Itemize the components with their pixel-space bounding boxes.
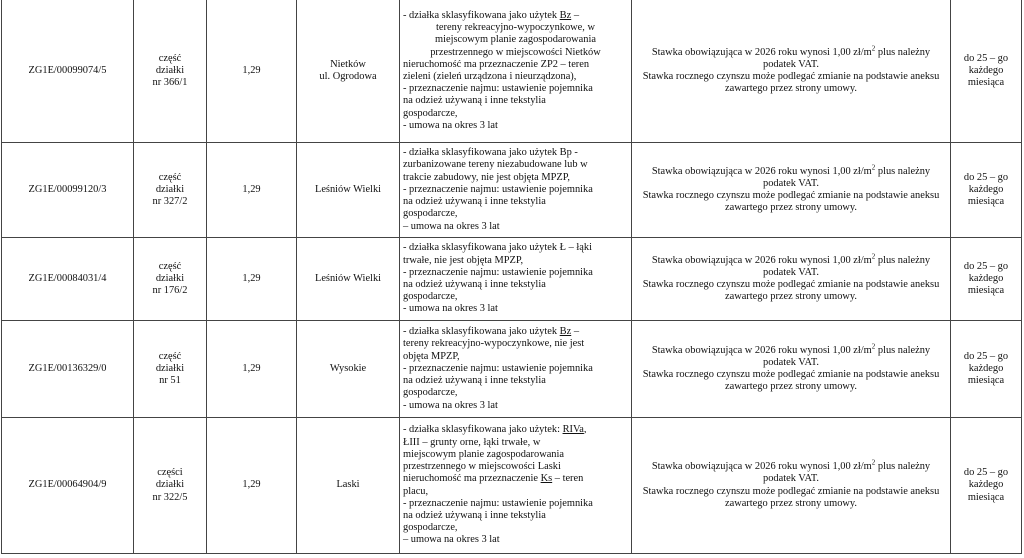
description-line: – umowa na okres 3 lat: [403, 534, 500, 546]
description-line: - umowa na okres 3 lat: [403, 303, 498, 315]
description-line: gospodarcze,: [403, 107, 458, 119]
land-register-number: ZG1E/00084031/4: [2, 238, 134, 321]
rate-text: Stawka obowiązująca w 2026 roku wynosi 1,00 $zł/m^2$ plus należny podatek VAT.: [651, 44, 931, 70]
plot-line: część: [158, 350, 182, 362]
due-line: każdego: [968, 272, 1004, 284]
table-row: [2, 321, 1022, 418]
rate-text: Stawka obowiązująca w 2026 roku wynosi 1,00 $zł/m^2$ plus należny podatek VAT.: [651, 252, 931, 278]
area-cell: 1,29: [207, 238, 297, 321]
location-cell: [297, 143, 400, 238]
due-line: każdego: [968, 479, 1004, 491]
description-line: placu,: [403, 485, 429, 497]
description-line: - działka sklasyfikowana jako użytek Bz –: [403, 9, 580, 21]
plot-line: część: [158, 52, 182, 64]
due-cell: [951, 238, 1022, 321]
description-line: tereny rekreacyjno-wypoczynkowe, w: [436, 22, 595, 34]
land-register-number: ZG1E/00136329/0: [2, 321, 134, 418]
plot-line: części: [157, 467, 183, 479]
due-cell: [951, 418, 1022, 554]
description-line: - przeznaczenie najmu: ustawienie pojemnika: [403, 183, 593, 195]
description-line: - działka sklasyfikowana jako użytek Ł – łąki: [403, 242, 592, 254]
rate-text: Stawka obowiązująca w 2026 roku wynosi 1,00 $zł/m^2$ plus należny podatek VAT.: [651, 342, 931, 368]
plot-cell: [134, 0, 207, 143]
description-cell: [400, 143, 632, 238]
description-line: na odzież używaną i inne tekstylia: [403, 95, 546, 107]
due-cell: [951, 321, 1022, 418]
table-row: [2, 0, 1022, 143]
description-line: gospodarcze,: [403, 208, 458, 220]
description-line: na odzież używaną i inne tekstylia: [403, 509, 546, 521]
description-line: na odzież używaną i inne tekstylia: [403, 196, 546, 208]
location-line: Leśniów Wielki: [314, 183, 382, 195]
plot-line: działki: [155, 272, 185, 284]
area-cell: 1,29: [207, 321, 297, 418]
rate-cell: [632, 418, 951, 554]
description-line: trwałe, nie jest objęta MPZP,: [403, 254, 524, 266]
plot-line: działki: [155, 479, 185, 491]
description-line: na odzież używaną i inne tekstylia: [403, 375, 546, 387]
location-line: Wysokie: [329, 362, 367, 374]
location-cell: [297, 238, 400, 321]
plot-line: nr 322/5: [152, 491, 188, 503]
description-line: przestrzennego w miejscowości Nietków: [430, 46, 601, 58]
area-cell: 1,29: [207, 418, 297, 554]
plot-line: nr 327/2: [152, 196, 188, 208]
plot-cell: [134, 238, 207, 321]
description-line: - działka sklasyfikowana jako użytek Bp -: [403, 147, 578, 159]
plot-cell: [134, 321, 207, 418]
table-row: [2, 418, 1022, 554]
location-line: Leśniów Wielki: [314, 272, 382, 284]
description-line: gospodarcze,: [403, 387, 458, 399]
description-cell: [400, 238, 632, 321]
rate-note: Stawka rocznego czynszu może podlegać zmianie na podstawie aneksu zawartego przez strony umowy.: [642, 190, 940, 214]
location-line: Laski: [336, 479, 360, 491]
table-row: [2, 238, 1022, 321]
due-line: do 25 – go: [963, 260, 1009, 272]
due-line: miesiąca: [967, 77, 1005, 89]
description-line: - przeznaczenie najmu: ustawienie pojemnika: [403, 362, 593, 374]
description-line: - umowa na okres 3 lat: [403, 119, 498, 131]
plot-cell: [134, 418, 207, 554]
due-line: miesiąca: [967, 285, 1005, 297]
description-line: zieleni (zieleń urządzona i nieurządzona),: [403, 71, 577, 82]
description-line: trakcie zabudowy, nie jest objęta MPZP,: [403, 171, 570, 183]
area-cell: 1,29: [207, 143, 297, 238]
rate-cell: [632, 143, 951, 238]
rate-text: Stawka obowiązująca w 2026 roku wynosi 1,00 $zł/m^2$ plus należny podatek VAT.: [651, 163, 931, 189]
due-line: miesiąca: [967, 196, 1005, 208]
description-cell: [400, 0, 632, 143]
location-cell: [297, 418, 400, 554]
due-line: każdego: [968, 64, 1004, 76]
rate-cell: [632, 321, 951, 418]
rate-text: Stawka obowiązująca w 2026 roku wynosi 1,00 $zł/m^2$ plus należny podatek VAT.: [651, 458, 931, 485]
plot-line: część: [158, 260, 182, 272]
rate-cell: [632, 0, 951, 143]
plot-line: nr 51: [159, 375, 181, 387]
location-cell: [297, 0, 400, 143]
due-line: do 25 – go: [963, 171, 1009, 183]
rate-note: Stawka rocznego czynszu może podlegać zmianie na podstawie aneksu zawartego przez strony umowy.: [642, 485, 940, 509]
due-line: miesiąca: [967, 491, 1005, 503]
description-line: gospodarcze,: [403, 291, 458, 303]
description-line: - przeznaczenie najmu: ustawienie pojemnika: [403, 83, 593, 95]
description-line: objęta MPZP,: [403, 350, 460, 362]
area-cell: 1,29: [207, 0, 297, 143]
description-line: nieruchomość ma przeznaczenie ZP2 – teren: [403, 58, 590, 70]
location-line: ul. Ogrodowa: [319, 71, 377, 82]
location-cell: [297, 321, 400, 418]
description-line: tereny rekreacyjno-wypoczynkowe, nie jest: [403, 338, 585, 350]
rate-note: Stawka rocznego czynszu może podlegać zmianie na podstawie aneksu zawartego przez strony umowy.: [642, 369, 940, 393]
description-line: – umowa na okres 3 lat: [403, 220, 500, 232]
plot-line: działki: [155, 64, 185, 76]
description-line: - umowa na okres 3 lat: [403, 399, 498, 411]
description-line: - działka sklasyfikowana jako użytek: RIVa,: [403, 424, 587, 436]
description-line: ŁIII – grunty orne, łąki trwałe, w: [403, 436, 541, 448]
rate-note: Stawka rocznego czynszu może podlegać zmianie na podstawie aneksu zawartego przez strony umowy.: [642, 71, 940, 95]
plot-cell: [134, 143, 207, 238]
description-line: - przeznaczenie najmu: ustawienie pojemnika: [403, 266, 593, 278]
plot-line: nr 366/1: [152, 77, 188, 89]
description-line: gospodarcze,: [403, 522, 458, 534]
due-line: miesiąca: [967, 375, 1005, 387]
description-line: miejscowym planie zagospodarowania: [434, 34, 596, 46]
due-cell: [951, 0, 1022, 143]
due-line: do 25 – go: [963, 52, 1009, 64]
description-cell: [400, 418, 632, 554]
due-line: do 25 – go: [963, 350, 1009, 362]
description-line: - przeznaczenie najmu: ustawienie pojemnika: [403, 497, 593, 509]
land-register-number: ZG1E/00099120/3: [2, 143, 134, 238]
plot-line: część: [158, 171, 182, 183]
due-line: do 25 – go: [963, 467, 1009, 479]
description-line: miejscowym planie zagospodarowania: [403, 448, 565, 460]
land-register-number: ZG1E/00064904/9: [2, 418, 134, 554]
rate-note: Stawka rocznego czynszu może podlegać zmianie na podstawie aneksu zawartego przez strony umowy.: [642, 279, 940, 303]
plot-line: nr 176/2: [152, 285, 188, 297]
due-line: każdego: [968, 183, 1004, 195]
due-cell: [951, 143, 1022, 238]
description-cell: [400, 321, 632, 418]
description-line: zurbanizowane tereny niezabudowane lub w: [403, 159, 588, 171]
description-line: przestrzennego w miejscowości Laski: [403, 461, 561, 473]
due-line: każdego: [968, 362, 1004, 374]
description-line: nieruchomość ma przeznaczenie Ks – teren: [403, 473, 584, 485]
plot-line: działki: [155, 362, 185, 374]
table-row: [2, 143, 1022, 238]
lease-table: [1, 0, 1022, 554]
land-register-number: ZG1E/00099074/5: [2, 0, 134, 143]
description-line: - działka sklasyfikowana jako użytek Bz –: [403, 326, 580, 338]
location-line: Nietków: [330, 58, 366, 70]
rate-cell: [632, 238, 951, 321]
description-line: na odzież używaną i inne tekstylia: [403, 279, 546, 290]
plot-line: działki: [155, 183, 185, 195]
